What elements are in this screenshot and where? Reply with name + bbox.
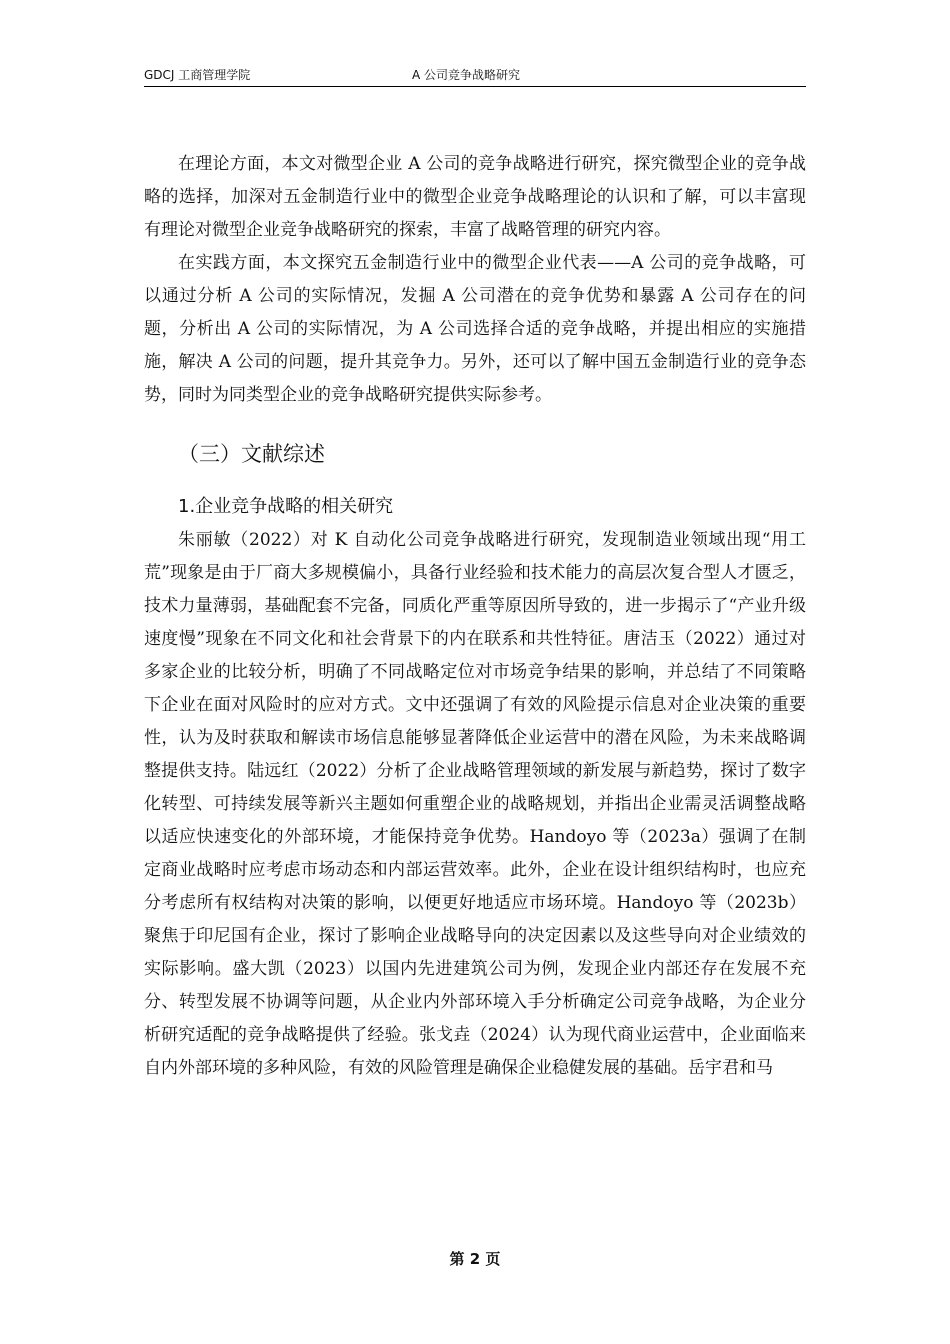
page-body	[144, 148, 806, 1085]
page-number: 第 2 页	[449, 1250, 501, 1268]
paragraph-practice: 在实践方面，本文探究五金制造行业中的微型企业代表——A 公司的竞争战略，可以通过分析 A 公司的实际情况，发掘 A 公司潜在的竞争优势和暴露 A 公司存在的问题，分析出 A 公司的实际情况，为 A 公司选择合适的竞争战略，并提出相应的实施措施，解决 A 公司的问题，提升其竞争力。另外，还可以了解中国五金制造行业的竞争态势，同时为同类型企业的竞争战略研究提供实际参考。	[144, 253, 806, 405]
paragraph-literature-review: 朱丽敏（2022）对 K 自动化公司竞争战略进行研究，发现制造业领域出现“用工荒”现象是由于厂商大多规模偏小，具备行业经验和技术能力的高层次复合型人才匮乏，技术力量薄弱，基础配套不完备，同质化严重等原因所导致的，进一步揭示了“产业升级速度慢”现象在不同文化和社会背景下的内在联系和共性特征。唐洁玉（2022）通过对多家企业的比较分析，明确了不同战略定位对市场竞争结果的影响，并总结了不同策略下企业在面对风险时的应对方式。文中还强调了有效的风险提示信息对企业决策的重要性，认为及时获取和解读市场信息能够显著降低企业运营中的潜在风险，为未来战略调整提供支持。陆远红（2022）分析了企业战略管理领域的新发展与新趋势，探讨了数字化转型、可持续发展等新兴主题如何重塑企业的战略规划，并指出企业需灵活调整战略以适应快速变化的外部环境，才能保持竞争优势。Handoyo 等（2023a）强调了在制定商业战略时应考虑市场动态和内部运营效率。此外，企业在设计组织结构时，也应充分考虑所有权结构对决策的影响，以便更好地适应市场环境。Handoyo 等（2023b）聚焦于印尼国有企业，探讨了影响企业战略导向的决定因素以及这些导向对企业绩效的实际影响。盛大凯（2023）以国内先进建筑公司为例，发现企业内部还存在发展不充分、转型发展不协调等问题，从企业内外部环境入手分析确定公司竞争战略，为企业分析研究适配的竞争战略提供了经验。张戈垚（2024）认为现代商业运营中，企业面临来自内外部环境的多种风险，有效的风险管理是确保企业稳健发展的基础。岳宇君和马	[144, 530, 806, 1078]
paragraph-theory: 在理论方面，本文对微型企业 A 公司的竞争战略进行研究，探究微型企业的竞争战略的选择，加深对五金制造行业中的微型企业竞争战略理论的认识和了解，可以丰富现有理论对微型企业竞争战略研究的探索，丰富了战略管理的研究内容。	[144, 154, 806, 240]
page-header	[144, 66, 806, 87]
header-institution: GDCJ 工商管理学院	[144, 68, 251, 82]
sub-heading: 1.企业竞争战略的相关研究	[178, 496, 394, 517]
section-heading: （三）文献综述	[178, 442, 325, 466]
header-title: A 公司竞争战略研究	[412, 68, 521, 82]
